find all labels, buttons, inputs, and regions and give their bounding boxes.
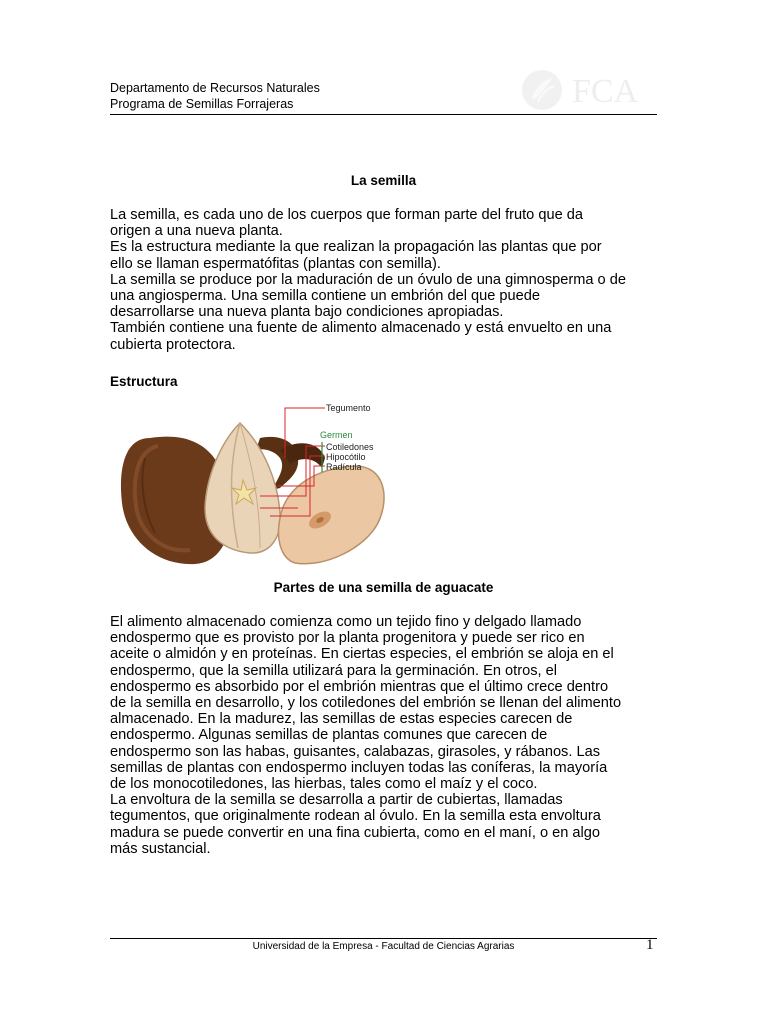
fca-logo	[518, 68, 658, 112]
section-heading: Estructura	[110, 374, 178, 389]
body-line: endospermo es absorbido por el embrión mientras que el último crece dentro	[110, 678, 609, 695]
body-line: tegumentos, que originalmente rodean al óvulo. En la semilla esta envoltura	[110, 808, 601, 825]
body-line: endospermo. Algunas semillas de plantas comunes que carecen de	[110, 727, 548, 744]
body-line: La envoltura de la semilla se desarrolla a partir de cubiertas, llamadas	[110, 792, 563, 809]
body-paragraph	[110, 614, 662, 857]
label-tegumento: Tegumento	[326, 403, 371, 413]
body-line: almacenado. En la madurez, las semillas de estas especies carecen de	[110, 711, 573, 728]
body-line: de la semilla en desarrollo, y los cotiledones del embrión se llenan del alimento	[110, 695, 622, 712]
intro-line: La semilla se produce por la maduración de un óvulo de una gimnosperma o de	[110, 271, 626, 288]
label-cotiledones: Cotiledones	[326, 442, 374, 452]
intro-line: desarrollarse una nueva planta bajo condiciones apropiadas.	[110, 304, 504, 321]
page-number: 1	[646, 937, 654, 953]
label-radicula: Radícula	[326, 462, 362, 472]
body-line: El alimento almacenado comienza como un tejido fino y delgado llamado	[110, 614, 582, 630]
body-line: madura se puede convertir en una fina cubierta, como en el maní, o en algo	[110, 824, 601, 841]
body-line: aceite o almidón y en proteínas. En ciertas especies, el embrión se aloja en el	[110, 646, 614, 663]
intro-line: La semilla, es cada uno de los cuerpos que forman parte del fruto que da	[110, 207, 583, 223]
body-line: de los monocotiledones, las hierbas, tales como el maíz y el coco.	[110, 776, 538, 793]
logo-text: FCA	[572, 73, 639, 110]
header-rule	[110, 114, 657, 115]
body-line: semillas de plantas con endospermo incluyen todas las coníferas, la mayoría	[110, 759, 608, 776]
header-department: Departamento de Recursos Naturales	[110, 81, 320, 95]
intro-line: cubierta protectora.	[110, 336, 236, 353]
intro-line: origen a una nueva planta.	[110, 223, 283, 240]
body-line: más sustancial.	[110, 840, 211, 857]
body-line: endospermo son las habas, guisantes, calabazas, girasoles, y rábanos. Las	[110, 743, 600, 760]
intro-line: Es la estructura mediante la que realizan la propagación las plantas que por	[110, 239, 602, 256]
footer-text: Universidad de la Empresa - Facultad de Ciencias Agrarias	[252, 941, 515, 952]
body-line: endospermo que es provisto por la planta progenitora y puede ser rico en	[110, 630, 585, 647]
intro-paragraph	[110, 207, 662, 353]
intro-line: También contiene una fuente de alimento almacenado y está envuelto en una	[110, 320, 612, 337]
footer-rule	[110, 938, 657, 939]
cut-seed-half-shape	[279, 466, 384, 564]
intro-line: una angiosperma. Una semilla contiene un embrión del que puede	[110, 288, 540, 305]
page-title: La semilla	[350, 173, 417, 188]
label-hipocotilo: Hipocótilo	[326, 452, 366, 462]
intro-line: ello se llaman espermatófitas (plantas con semilla).	[110, 255, 441, 272]
header-program: Programa de Semillas Forrajeras	[110, 97, 294, 111]
figure-caption: Partes de una semilla de aguacate	[273, 580, 494, 595]
body-line: endospermo, que la semilla utilizará para la germinación. En otros, el	[110, 662, 557, 679]
label-germen: Germen	[320, 430, 353, 440]
seed-illustration	[110, 398, 400, 568]
